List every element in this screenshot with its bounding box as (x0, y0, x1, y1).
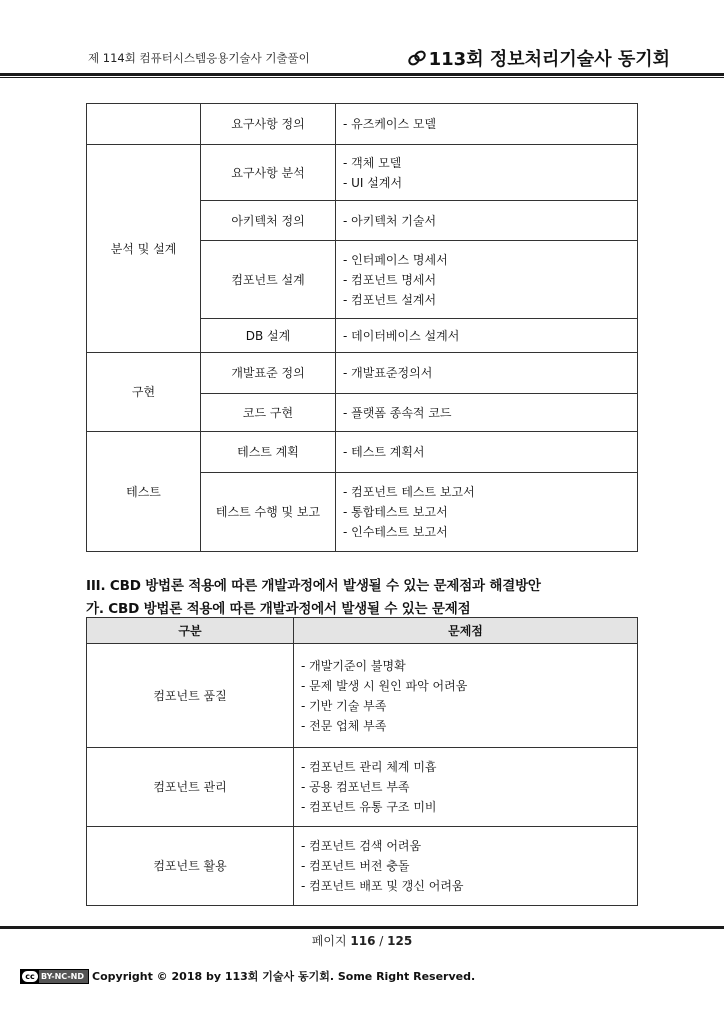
issue-item: - 개발기준이 불명확 (301, 658, 406, 673)
issues-cell (294, 644, 638, 748)
header-right-text: 113회 정보처리기술사 동기회 (428, 49, 670, 70)
issue-item: - 기반 기술 부족 (301, 698, 387, 713)
issue-item: - 전문 업체 부족 (301, 718, 387, 733)
category-cell: 컴포넌트 활용 (87, 827, 294, 906)
column-header: 구분 (87, 618, 294, 644)
cc-license-badge (20, 969, 89, 984)
issues-cell (294, 748, 638, 827)
deliverable-item: - 컴포넌트 테스트 보고서 (343, 485, 475, 499)
issue-item: - 컴포넌트 유통 구조 미비 (301, 800, 437, 814)
phase-cell (87, 104, 201, 145)
table-row (87, 827, 638, 906)
deliverable-cell (336, 319, 638, 353)
deliverable-cell (336, 394, 638, 432)
table-header-row (87, 618, 638, 644)
deliverable-item: - 개발표준정의서 (343, 366, 433, 380)
deliverable-item: - 데이터베이스 설계서 (343, 328, 460, 343)
current-page: 116 (350, 934, 376, 948)
deliverable-item: - 테스트 계획서 (343, 445, 425, 459)
table-row (87, 145, 638, 201)
activity-cell: 요구사항 분석 (201, 145, 336, 201)
header-right-title (407, 45, 670, 71)
activity-cell: 컴포넌트 설계 (201, 241, 336, 319)
total-pages: 125 (387, 934, 413, 948)
table-row (87, 353, 638, 394)
issue-item: - 공용 컴포넌트 부족 (301, 780, 410, 794)
issue-item: - 문제 발생 시 원인 파악 어려움 (301, 678, 468, 693)
issue-item: - 컴포넌트 버전 충돌 (301, 859, 410, 873)
issue-item: - 컴포넌트 관리 체계 미흡 (301, 760, 437, 774)
deliverable-cell (336, 145, 638, 201)
issue-item: - 컴포넌트 검색 어려움 (301, 839, 422, 853)
section-heading: III. CBD 방법론 적용에 따른 개발과정에서 발생될 수 있는 문제점과 해결방안 (86, 578, 541, 594)
deliverable-cell (336, 241, 638, 319)
deliverable-item: - 통합테스트 보고서 (343, 505, 448, 519)
cbd-process-table (86, 103, 638, 552)
deliverable-cell (336, 201, 638, 241)
deliverable-item: - 플랫폼 종속적 코드 (343, 405, 452, 420)
phase-cell: 분석 및 설계 (87, 145, 201, 353)
header-rule (0, 73, 724, 76)
activity-cell: DB 설계 (201, 319, 336, 353)
deliverable-cell (336, 432, 638, 473)
activity-cell: 아키텍처 정의 (201, 201, 336, 241)
activity-cell: 테스트 수행 및 보고 (201, 473, 336, 552)
activity-cell: 테스트 계획 (201, 432, 336, 473)
deliverable-item: - 인터페이스 명세서 (343, 252, 448, 267)
deliverable-item: - 아키텍처 기술서 (343, 213, 437, 228)
section-subheading: 가. CBD 방법론 적용에 따른 개발과정에서 발생될 수 있는 문제점 (86, 601, 471, 617)
activity-cell: 요구사항 정의 (201, 104, 336, 145)
deliverable-item: - 컴포넌트 명세서 (343, 272, 437, 287)
cc-icon: cc (22, 971, 38, 982)
column-header: 문제점 (294, 618, 638, 644)
issue-item: - 컴포넌트 배포 및 갱신 어려움 (301, 879, 464, 893)
activity-cell: 개발표준 정의 (201, 353, 336, 394)
deliverable-cell (336, 353, 638, 394)
license-label: BY-NC-ND (39, 970, 88, 983)
table-row (87, 644, 638, 748)
page-indicator (0, 932, 724, 949)
phase-cell: 테스트 (87, 432, 201, 552)
chain-link-icon (407, 49, 427, 67)
page-label: 페이지 (311, 934, 347, 948)
header-left-title: 제 114회 컴퓨터시스템응용기술사 기출풀이 (88, 51, 310, 65)
deliverable-item: - 컴포넌트 설계서 (343, 292, 437, 307)
category-cell: 컴포넌트 관리 (87, 748, 294, 827)
copyright-text: Copyright © 2018 by 113회 기술사 동기회. Some Right Reserved. (92, 970, 476, 983)
page-separator: / (379, 934, 384, 948)
issues-cell (294, 827, 638, 906)
deliverable-cell (336, 104, 638, 145)
activity-cell: 코드 구현 (201, 394, 336, 432)
cbd-issues-table (86, 617, 638, 906)
deliverable-item: - 객체 모델 (343, 155, 402, 170)
table-row (87, 432, 638, 473)
deliverable-item: - 유즈케이스 모델 (343, 117, 437, 131)
phase-cell: 구현 (87, 353, 201, 432)
deliverable-cell (336, 473, 638, 552)
category-cell: 컴포넌트 품질 (87, 644, 294, 748)
deliverable-item: - 인수테스트 보고서 (343, 525, 448, 539)
header-rule-thin (0, 77, 724, 78)
deliverable-item: - UI 설계서 (343, 175, 403, 190)
table-row (87, 104, 638, 145)
footer (20, 968, 475, 984)
table-row (87, 748, 638, 827)
footer-rule (0, 926, 724, 929)
